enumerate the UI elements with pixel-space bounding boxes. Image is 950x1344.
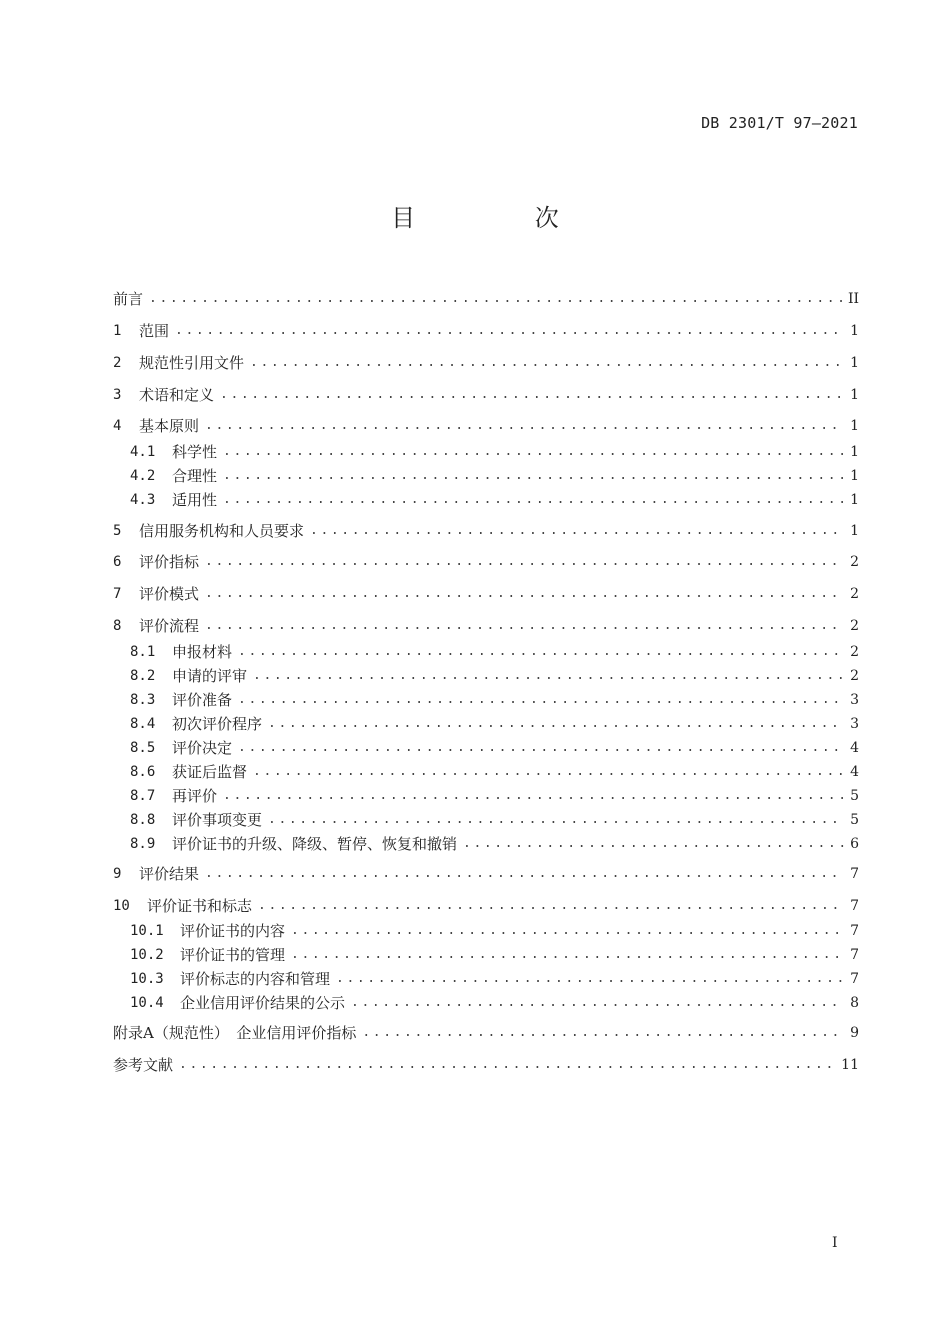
- toc-entry-page: 1: [850, 444, 859, 460]
- toc-entry[interactable]: [130, 665, 859, 687]
- toc-dot-leader: [362, 1022, 844, 1044]
- toc-entry-number: 4.1: [130, 444, 156, 460]
- toc-entry-number: 4.3: [130, 492, 156, 508]
- toc-entry-page: 1: [850, 387, 859, 403]
- toc-entry-label: 评价标志的内容和管理: [180, 970, 331, 988]
- toc-entry-label: 评价证书和标志: [147, 897, 253, 915]
- toc-entry-number: 8.9: [130, 836, 156, 852]
- toc-entry-number: 8.3: [130, 692, 156, 708]
- toc-entry-label: 附录A（规范性） 企业信用评价指标: [113, 1024, 357, 1042]
- toc-entry-label: 获证后监督: [172, 763, 248, 781]
- toc-entry-number: 1: [113, 323, 122, 339]
- toc-entry-page: 1: [850, 323, 859, 339]
- toc-entry-page: 1: [850, 468, 859, 484]
- toc-entry[interactable]: [130, 785, 859, 807]
- toc-entry[interactable]: [113, 520, 859, 542]
- toc-entry[interactable]: [130, 689, 859, 711]
- toc-entry-number: 3: [113, 387, 122, 403]
- toc-entry[interactable]: [130, 944, 859, 966]
- toc-entry[interactable]: [113, 352, 859, 374]
- toc-entry-label: 评价模式: [139, 585, 200, 603]
- toc-entry-page: 6: [850, 836, 859, 852]
- toc-entry-page: 2: [850, 618, 859, 634]
- page-number: I: [832, 1235, 838, 1251]
- toc-entry-label: 合理性: [172, 467, 218, 485]
- toc-entry[interactable]: [113, 288, 859, 310]
- toc-dot-leader: [253, 761, 844, 783]
- toc-dot-leader: [205, 583, 844, 605]
- toc-entry[interactable]: [130, 465, 859, 487]
- toc-entry[interactable]: [130, 761, 859, 783]
- toc-entry-label: 评价证书的管理: [180, 946, 286, 964]
- toc-entry-label: 科学性: [172, 443, 218, 461]
- toc-entry[interactable]: [113, 1022, 859, 1044]
- toc-dot-leader: [205, 615, 844, 637]
- toc-entry-label: 再评价: [172, 787, 218, 805]
- toc-entry-label: 范围: [139, 322, 170, 340]
- toc-dot-leader: [205, 415, 844, 437]
- toc-entry-label: 评价流程: [139, 617, 200, 635]
- document-code: DB 2301/T 97—2021: [701, 114, 858, 132]
- toc-entry[interactable]: [130, 489, 859, 511]
- toc-entry[interactable]: [130, 920, 859, 942]
- toc-dot-leader: [310, 520, 844, 542]
- toc-entry[interactable]: [130, 713, 859, 735]
- toc-entry-label: 评价决定: [172, 739, 233, 757]
- toc-entry-number: 9: [113, 866, 122, 882]
- toc-entry-label: 初次评价程序: [172, 715, 263, 733]
- toc-entry-label: 企业信用评价结果的公示: [180, 994, 346, 1012]
- toc-entry-number: 4: [113, 418, 122, 434]
- toc-dot-leader: [336, 968, 844, 990]
- toc-entry-number: 8.8: [130, 812, 156, 828]
- toc-entry-page: 2: [850, 668, 859, 684]
- toc-entry-number: 8.1: [130, 644, 156, 660]
- toc-entry[interactable]: [113, 1054, 859, 1076]
- toc-entry-page: 1: [850, 492, 859, 508]
- toc-entry[interactable]: [113, 384, 859, 406]
- toc-dot-leader: [253, 665, 844, 687]
- toc-dot-leader: [205, 551, 844, 573]
- toc-dot-leader: [291, 944, 844, 966]
- toc-entry[interactable]: [130, 968, 859, 990]
- toc-dot-leader: [223, 489, 844, 511]
- toc-entry-page: 1: [850, 523, 859, 539]
- toc-entry[interactable]: [113, 415, 859, 437]
- toc-entry-label: 评价准备: [172, 691, 233, 709]
- toc-entry-label: 申请的评审: [172, 667, 248, 685]
- toc-entry-label: 适用性: [172, 491, 218, 509]
- toc-entry-label: 评价证书的内容: [180, 922, 286, 940]
- toc-entry-number: 2: [113, 355, 122, 371]
- toc-entry-number: 10.2: [130, 947, 164, 963]
- toc-entry-page: 5: [850, 788, 859, 804]
- toc-entry-page: 1: [850, 355, 859, 371]
- toc-dot-leader: [149, 288, 842, 310]
- toc-entry-label: 评价结果: [139, 865, 200, 883]
- toc-entry[interactable]: [130, 641, 859, 663]
- toc-entry[interactable]: [113, 895, 859, 917]
- toc-dot-leader: [268, 809, 844, 831]
- toc-entry-label: 申报材料: [172, 643, 233, 661]
- toc-entry-page: 2: [850, 644, 859, 660]
- toc-dot-leader: [238, 689, 844, 711]
- toc-entry-page: 5: [850, 812, 859, 828]
- toc-entry-label: 信用服务机构和人员要求: [139, 522, 305, 540]
- toc-entry-page: 8: [850, 995, 859, 1011]
- toc-entry-page: 2: [850, 586, 859, 602]
- toc-entry-number: 8: [113, 618, 122, 634]
- toc-entry-page: 2: [850, 554, 859, 570]
- toc-dot-leader: [351, 992, 844, 1014]
- toc-dot-leader: [463, 833, 844, 855]
- toc-entry-number: 8.4: [130, 716, 156, 732]
- toc-entry-label: 规范性引用文件: [139, 354, 245, 372]
- toc-dot-leader: [291, 920, 844, 942]
- toc-entry-number: 10.3: [130, 971, 164, 987]
- toc-entry-label: 评价指标: [139, 553, 200, 571]
- toc-entry-number: 4.2: [130, 468, 156, 484]
- toc-entry-page: 4: [850, 740, 859, 756]
- toc-entry[interactable]: [130, 737, 859, 759]
- toc-entry-page: 7: [850, 898, 859, 914]
- toc-entry-number: 5: [113, 523, 122, 539]
- toc-entry[interactable]: [113, 583, 859, 605]
- toc-dot-leader: [175, 320, 844, 342]
- toc-entry[interactable]: [113, 615, 859, 637]
- toc-entry-page: 3: [850, 692, 859, 708]
- toc-entry-number: 7: [113, 586, 122, 602]
- table-of-contents: [113, 0, 859, 1344]
- toc-dot-leader: [220, 384, 844, 406]
- toc-entry-page: 7: [850, 866, 859, 882]
- toc-entry-label: 评价事项变更: [172, 811, 263, 829]
- toc-entry-label: 前言: [113, 290, 144, 308]
- toc-entry-label: 评价证书的升级、降级、暂停、恢复和撤销: [172, 835, 458, 853]
- toc-entry-page: 7: [850, 971, 859, 987]
- toc-entry-number: 8.7: [130, 788, 156, 804]
- toc-entry-label: 参考文献: [113, 1056, 174, 1074]
- toc-entry-number: 8.6: [130, 764, 156, 780]
- toc-dot-leader: [258, 895, 844, 917]
- toc-entry-number: 8.2: [130, 668, 156, 684]
- toc-entry[interactable]: [113, 551, 859, 573]
- toc-entry-label: 术语和定义: [139, 386, 215, 404]
- toc-entry-number: 6: [113, 554, 122, 570]
- toc-entry-label: 基本原则: [139, 417, 200, 435]
- toc-entry-page: 1: [850, 418, 859, 434]
- toc-dot-leader: [268, 713, 844, 735]
- toc-dot-leader: [205, 863, 844, 885]
- toc-entry-page: 7: [850, 923, 859, 939]
- toc-title: 目 次: [391, 204, 615, 232]
- toc-dot-leader: [179, 1054, 835, 1076]
- toc-dot-leader: [250, 352, 844, 374]
- toc-entry[interactable]: [130, 809, 859, 831]
- toc-dot-leader: [223, 785, 844, 807]
- toc-entry-page: II: [847, 291, 859, 307]
- toc-entry[interactable]: [130, 441, 859, 463]
- toc-entry-number: 10.1: [130, 923, 164, 939]
- toc-entry[interactable]: [130, 992, 859, 1014]
- toc-entry-page: 4: [850, 764, 859, 780]
- toc-entry-page: 7: [850, 947, 859, 963]
- toc-entry-number: 10.4: [130, 995, 164, 1011]
- toc-entry[interactable]: [113, 863, 859, 885]
- toc-dot-leader: [238, 641, 844, 663]
- toc-entry[interactable]: [113, 320, 859, 342]
- toc-entry-page: 3: [850, 716, 859, 732]
- toc-dot-leader: [223, 441, 844, 463]
- toc-entry-page: 9: [850, 1025, 859, 1041]
- toc-entry-page: 11: [841, 1057, 859, 1073]
- toc-entry-number: 8.5: [130, 740, 156, 756]
- toc-entry-number: 10: [113, 898, 130, 914]
- toc-dot-leader: [223, 465, 844, 487]
- toc-entry[interactable]: [130, 833, 859, 855]
- toc-dot-leader: [238, 737, 844, 759]
